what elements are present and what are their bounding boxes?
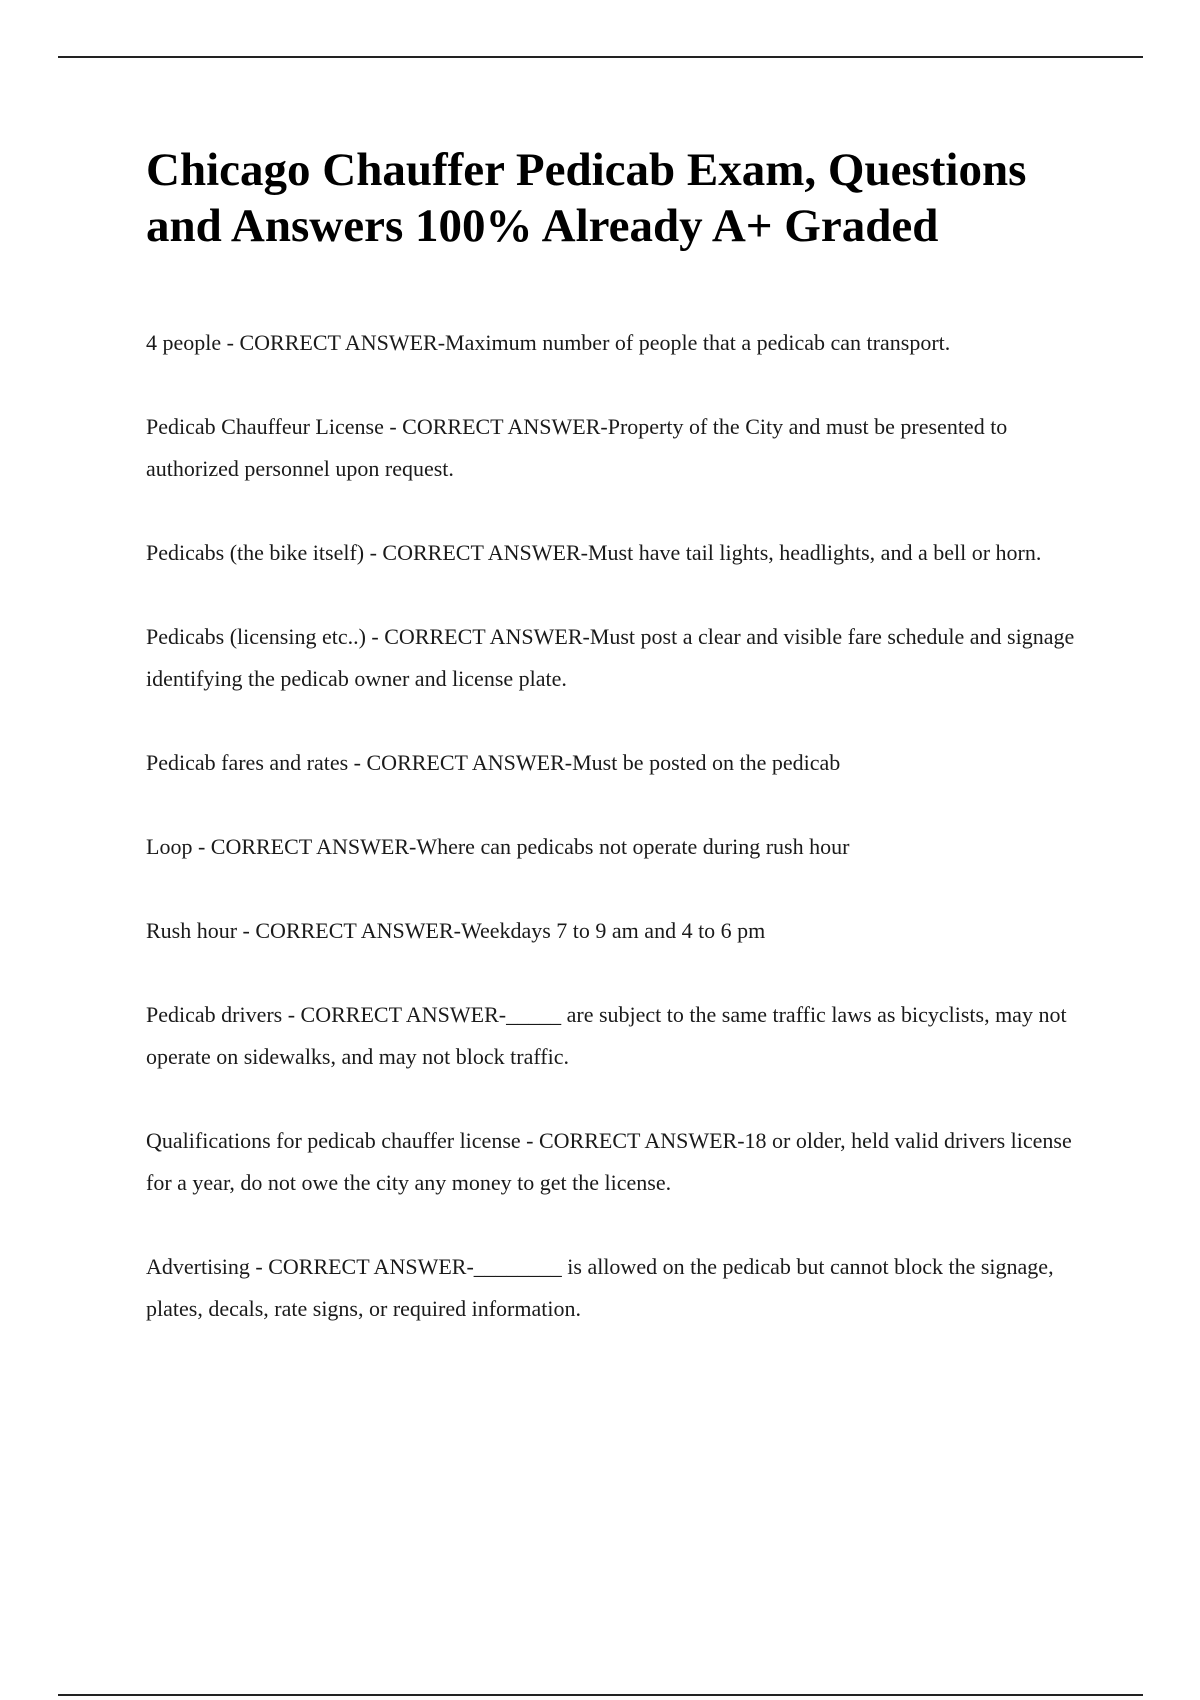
qa-item: Pedicab Chauffeur License - CORRECT ANSWER-Property of the City and must be presented to authorized personnel upon request. [146, 414, 1008, 481]
qa-item: 4 people - CORRECT ANSWER-Maximum number of people that a pedicab can transport. [146, 330, 951, 355]
footer-rule [58, 1694, 1143, 1696]
qa-item: Qualifications for pedicab chauffer license - CORRECT ANSWER-18 or older, held valid drivers license for a year, do not owe the city any money to get the license. [146, 1128, 1072, 1195]
qa-list [146, 322, 1101, 1372]
qa-item: Pedicab fares and rates - CORRECT ANSWER-Must be posted on the pedicab [146, 750, 841, 775]
qa-item: Advertising - CORRECT ANSWER-________ is allowed on the pedicab but cannot block the signage, plates, decals, rate signs, or required information. [146, 1254, 1054, 1321]
qa-item: Pedicabs (licensing etc..) - CORRECT ANSWER-Must post a clear and visible fare schedule and signage identifying the pedicab owner and license plate. [146, 624, 1075, 691]
header-rule [58, 56, 1143, 58]
qa-item: Loop - CORRECT ANSWER-Where can pedicabs not operate during rush hour [146, 834, 850, 859]
qa-item: Pedicab drivers - CORRECT ANSWER-_____ are subject to the same traffic laws as bicyclists, may not operate on sidewalks, and may not block traffic. [146, 1002, 1067, 1069]
qa-item: Pedicabs (the bike itself) - CORRECT ANSWER-Must have tail lights, headlights, and a bell or horn. [146, 540, 1042, 565]
qa-item: Rush hour - CORRECT ANSWER-Weekdays 7 to 9 am and 4 to 6 pm [146, 918, 766, 943]
page-title: Chicago Chauffer Pedicab Exam, Questions and Answers 100% Already A+ Graded [146, 144, 1027, 252]
